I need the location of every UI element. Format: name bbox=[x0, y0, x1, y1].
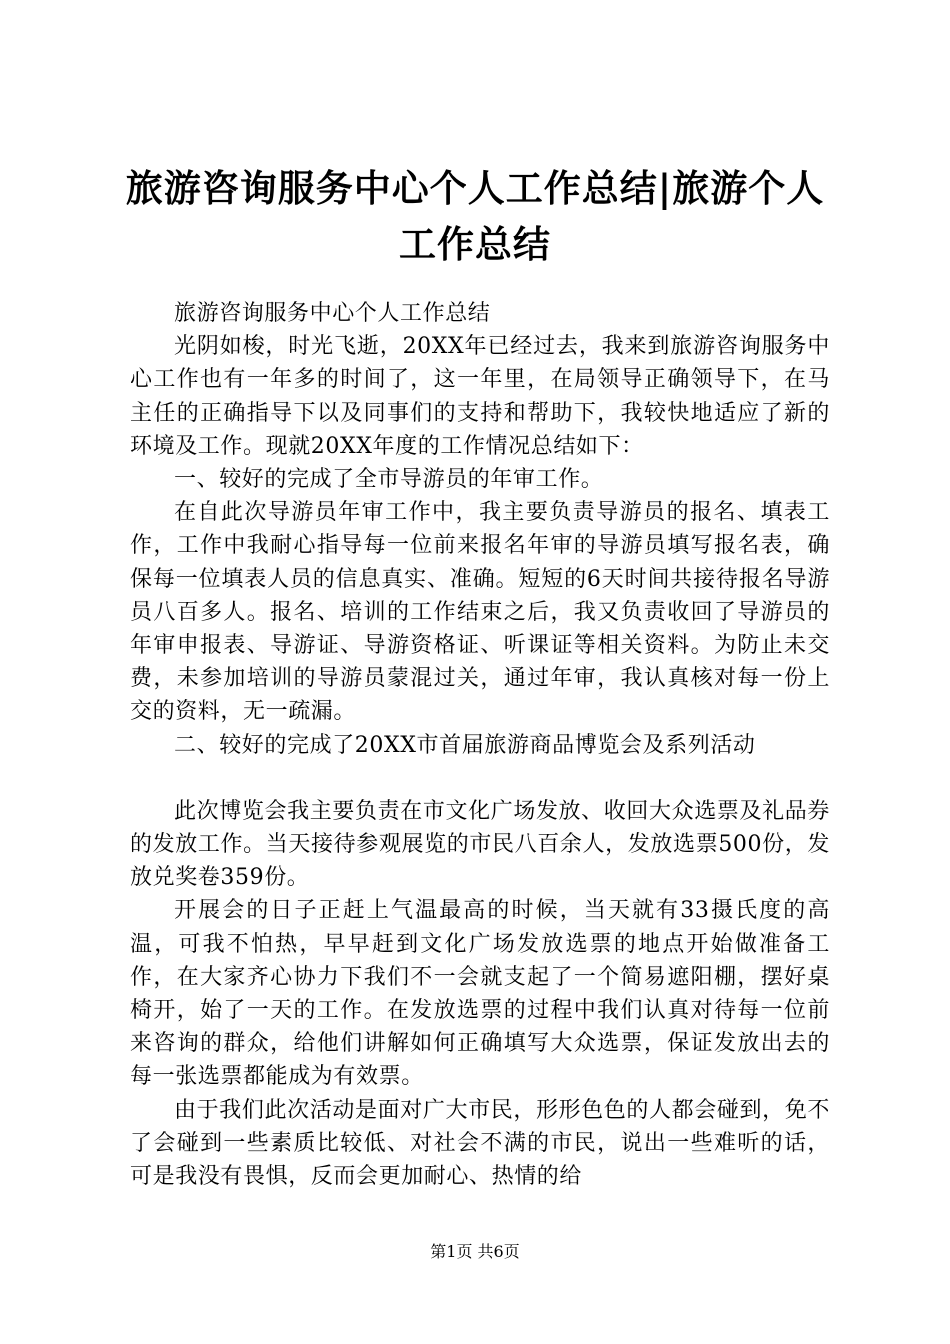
paragraph-annual-review: 在自此次导游员年审工作中，我主要负责导游员的报名、填表工作，工作中我耐心指导每一位前来报名年审的导游员填写报名表，确保每一位填表人员的信息真实、准确。短短的6天时间共接待报名导游员八百多人。报名、培训的工作结束之后，我又负责收回了导游员的年审申报表、导游证、导游资格证、听课证等相关资料。为防止未交费，未参加培训的导游员蒙混过关，通过年审，我认真核对每一份上交的资料，无一疏漏。 bbox=[130, 500, 830, 725]
page-number-footer: 第1页 共6页 bbox=[430, 1242, 520, 1261]
paragraph-public-service: 由于我们此次活动是面对广大市民，形形色色的人都会碰到，免不了会碰到一些素质比较低、对社会不满的市民，说出一些难听的话，可是我没有畏惧，反而会更加耐心、热情的给 bbox=[130, 1097, 830, 1190]
paragraph-expo-day: 开展会的日子正赶上气温最高的时候，当天就有33摄氏度的高温，可我不怕热，早早赶到文化广场发放选票的地点开始做准备工作，在大家齐心协力下我们不一会就支起了一个简易遮阳棚，摆好桌椅开，始了一天的工作。在发放选票的过程中我们认真对待每一位前来咨询的群众，给他们讲解如何正确填写大众选票，保证发放出去的每一张选票都能成为有效票。 bbox=[130, 898, 830, 1090]
paragraph-expo-duty: 此次博览会我主要负责在市文化广场发放、收回大众选票及礼品券的发放工作。当天接待参观展览的市民八百余人，发放选票500份，发放兑奖卷359份。 bbox=[130, 798, 830, 891]
paragraph-intro: 光阴如梭，时光飞逝，20XX年已经过去，我来到旅游咨询服务中心工作也有一年多的时间了，这一年里，在局领导正确领导下，在马主任的正确指导下以及同事们的支持和帮助下，我较快地适应了新的环境及工作。现就20XX年度的工作情况总结如下： bbox=[130, 334, 830, 459]
document-title: 旅游咨询服务中心个人工作总结|旅游个人工作总结 bbox=[125, 166, 825, 266]
document-body bbox=[130, 297, 830, 1193]
section-heading-1: 一、较好的完成了全市导游员的年审工作。 bbox=[174, 467, 604, 493]
section-heading-2: 二、较好的完成了20XX市首届旅游商品博览会及系列活动 bbox=[174, 732, 756, 758]
paragraph-subtitle: 旅游咨询服务中心个人工作总结 bbox=[174, 301, 491, 326]
